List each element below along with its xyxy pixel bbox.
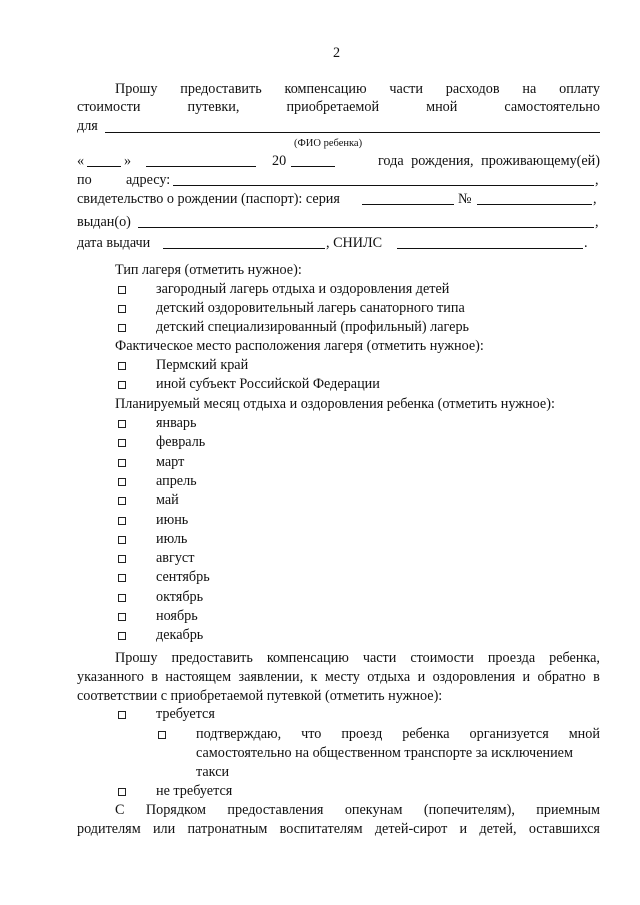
procedure-word: детей,: [479, 821, 517, 837]
travel-word: месту: [324, 669, 360, 685]
camp-location-option-label: Пермский край: [156, 357, 249, 373]
travel-word: Прошу: [115, 650, 158, 666]
month-option-label: октябрь: [156, 588, 204, 605]
intro-word: предоставить: [180, 81, 262, 97]
intro-word: оплату: [559, 81, 600, 97]
travel-required-checkbox[interactable]: [118, 711, 126, 719]
address-po: по: [77, 172, 92, 188]
camp-location-option-label: иной субъект Российской Федерации: [156, 376, 380, 392]
month-heading: Планируемый месяц отдыха и оздоровления ребенка (отметить нужное):: [115, 396, 555, 412]
camp-type-heading: Тип лагеря (отметить нужное):: [115, 262, 302, 278]
issued-comma: ,: [595, 214, 599, 230]
month-option-checkbox[interactable]: [118, 555, 126, 563]
intro-word: расходов: [445, 81, 500, 97]
procedure-word: (попечителям),: [423, 802, 515, 818]
page-number: 2: [333, 45, 341, 61]
quote-open: «: [77, 153, 85, 169]
travel-word: и: [522, 669, 531, 685]
camp-type-option-checkbox[interactable]: [118, 324, 126, 332]
birth-day-field[interactable]: [87, 166, 121, 167]
procedure-word: Порядком: [145, 802, 207, 818]
snils-dot: .: [584, 235, 588, 251]
intro-line-2: [77, 99, 600, 115]
travel-word: в: [593, 669, 600, 685]
issued-label: выдан(о): [77, 214, 131, 230]
travel-word: отдыха: [367, 669, 411, 685]
month-option-label: апрель: [156, 472, 197, 489]
address-comma: ,: [595, 172, 599, 188]
issued-by-field[interactable]: [138, 227, 594, 228]
certificate-label: свидетельство о рождении (паспорт): серия: [77, 191, 340, 207]
travel-confirm-line-3: такси: [196, 764, 230, 780]
number-sign: №: [458, 191, 472, 207]
travel-not-required-label: не требуется: [156, 783, 233, 799]
travel-word: к: [310, 669, 318, 685]
month-option-label: январь: [156, 415, 197, 431]
month-option-checkbox[interactable]: [118, 536, 126, 544]
month-option-checkbox[interactable]: [118, 517, 126, 525]
child-name-field[interactable]: [105, 132, 600, 133]
certificate-series-field[interactable]: [362, 204, 454, 205]
birth-text: года рождения, проживающему(ей): [377, 153, 600, 169]
procedure-word: С: [115, 802, 125, 818]
travel-word: обратно: [537, 669, 586, 685]
month-option-checkbox[interactable]: [118, 420, 126, 428]
address-field[interactable]: [173, 185, 594, 186]
travel-word: проезда: [487, 650, 536, 666]
intro-word: мной: [426, 99, 458, 115]
procedure-line-1: [115, 802, 600, 818]
travel-word: предоставить: [171, 650, 253, 666]
issue-date-label: дата выдачи: [77, 235, 151, 251]
quote-close: »: [124, 153, 132, 169]
procedure-line-2: [77, 821, 600, 837]
for-label: для: [77, 118, 98, 134]
intro-line-1: [115, 81, 600, 97]
travel-word: оздоровления: [432, 669, 516, 685]
month-option-label: декабрь: [156, 627, 204, 644]
procedure-word: детей-сирот: [374, 821, 448, 837]
month-option-label: август: [156, 550, 195, 567]
travel-word: стоимости: [410, 650, 474, 666]
month-option-checkbox[interactable]: [118, 613, 126, 621]
camp-type-option-label: детский специализированный (профильный) лагерь: [156, 319, 470, 335]
procedure-word: родителям: [77, 821, 141, 837]
snils-label: , СНИЛС: [326, 235, 383, 251]
intro-word: стоимости: [77, 99, 141, 115]
month-option-checkbox[interactable]: [118, 574, 126, 582]
travel-line-2: [77, 669, 600, 685]
month-option-checkbox[interactable]: [118, 497, 126, 505]
travel-word: компенсацию: [266, 650, 349, 666]
certificate-number-field[interactable]: [477, 204, 592, 205]
birth-month-field[interactable]: [146, 166, 256, 167]
month-option-checkbox[interactable]: [118, 459, 126, 467]
month-option-checkbox[interactable]: [118, 439, 126, 447]
procedure-word: опекунам: [344, 802, 403, 818]
month-option-checkbox[interactable]: [118, 594, 126, 602]
camp-type-option-label: загородный лагерь отдыха и оздоровления детей: [156, 281, 450, 297]
confirm-word: организуется: [469, 726, 549, 742]
intro-word: части: [389, 81, 423, 97]
travel-required-label: требуется: [156, 706, 215, 722]
intro-word: путевки,: [187, 99, 240, 115]
month-option-label: июль: [156, 530, 188, 547]
confirm-word: ребенка: [402, 726, 450, 742]
travel-word: настоящем: [165, 669, 232, 685]
intro-word: самостоятельно: [504, 99, 600, 115]
month-option-label: ноябрь: [156, 608, 198, 624]
camp-location-option-checkbox[interactable]: [118, 381, 126, 389]
intro-word: Прошу: [115, 81, 158, 97]
birth-year-field[interactable]: [291, 166, 335, 167]
month-option-label: июнь: [156, 511, 189, 528]
confirm-word: что: [301, 726, 322, 742]
travel-confirm-line-2: самостоятельно на общественном транспорте за исключением: [196, 745, 573, 761]
travel-confirm-line-1: [196, 726, 600, 742]
year-prefix: 20: [272, 153, 287, 169]
procedure-word: и: [459, 821, 468, 837]
month-option-label: май: [156, 492, 179, 509]
confirm-word: мной: [568, 726, 600, 742]
snils-field[interactable]: [397, 248, 583, 249]
month-option-checkbox[interactable]: [118, 632, 126, 640]
camp-location-heading: Фактическое место расположения лагеря (отметить нужное):: [115, 338, 484, 354]
procedure-word: или: [152, 821, 176, 837]
travel-word: указанного: [77, 669, 144, 685]
camp-type-option-label: детский оздоровительный лагерь санаторного типа: [156, 300, 465, 316]
camp-type-option-checkbox[interactable]: [118, 305, 126, 313]
address-label: адресу:: [126, 172, 171, 188]
travel-word: в: [151, 669, 158, 685]
travel-line-3: соответствии с приобретаемой путевкой (отметить нужное):: [77, 688, 443, 704]
month-option-label: февраль: [156, 434, 206, 451]
travel-word: заявлении,: [238, 669, 304, 685]
travel-confirm-checkbox[interactable]: [158, 731, 166, 739]
travel-word: и: [417, 669, 426, 685]
intro-word: на: [522, 81, 537, 97]
month-option-checkbox[interactable]: [118, 478, 126, 486]
procedure-word: предоставления: [227, 802, 324, 818]
procedure-word: патронатным: [187, 821, 268, 837]
month-option-label: сентябрь: [156, 569, 210, 586]
travel-line-1: [115, 650, 600, 666]
confirm-word: подтверждаю,: [196, 726, 282, 742]
certificate-comma: ,: [593, 191, 597, 207]
intro-word: компенсацию: [284, 81, 367, 97]
month-option-label: март: [156, 453, 185, 470]
camp-location-option-checkbox[interactable]: [118, 362, 126, 370]
travel-word: ребенка,: [549, 650, 600, 666]
procedure-word: воспитателям: [279, 821, 363, 837]
intro-word: приобретаемой: [286, 99, 380, 115]
issue-date-field[interactable]: [163, 248, 325, 249]
procedure-word: оставшихся: [528, 821, 600, 837]
travel-not-required-checkbox[interactable]: [118, 788, 126, 796]
camp-type-option-checkbox[interactable]: [118, 286, 126, 294]
confirm-word: проезд: [341, 726, 383, 742]
travel-word: части: [362, 650, 397, 666]
procedure-word: приемным: [536, 802, 600, 818]
fio-caption: (ФИО ребенка): [294, 138, 363, 149]
